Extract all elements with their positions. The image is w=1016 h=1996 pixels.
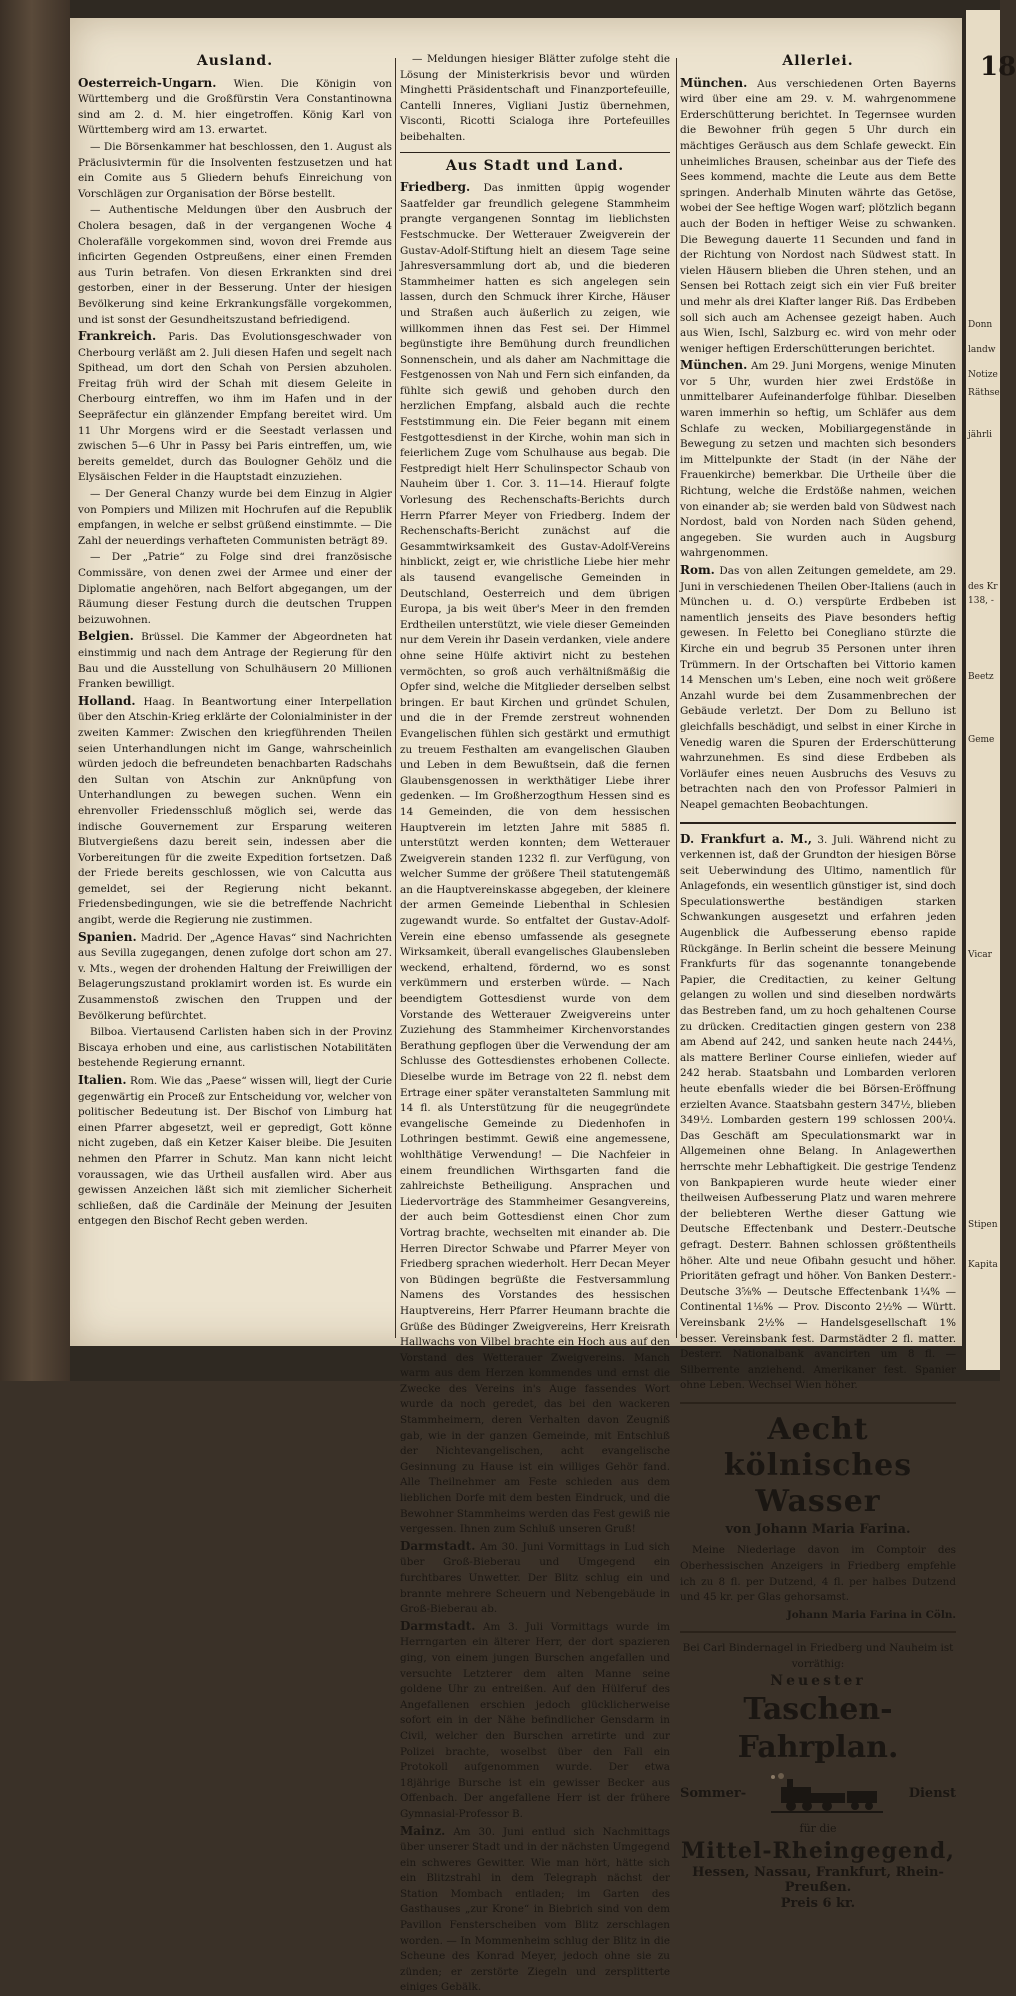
article-muenchen-1: [680, 76, 956, 358]
article-text: Das von allen Zeitungen gemeldete, am 29. Juni in verschiedenen Theilen Ober-Italiens (auch in München u. d. O.) verspürte Erdbeben ist namentlich jenseits des Piave besonders heftig gewesen. In Feletto bei Conegliano stürzte die Kirche ein und begrub 35 Personen unter ihren Trümmern. In der Ortschaften bei Vittorio kamen 14 Menschen um's Leben, eine noch weit größere Anzahl wurde bei dem Zusammenbrechen der Gebäude verletzt. Der Dom zu Belluno ist gleichfalls beschädigt, und selbst in einer Kirche in Venedig waren die Spuren der Erderschütterung wahrzunehmen. Es sind diese Erdbeben als Vorläufer eines neuen Ausbruchs des Vesuvs zu betrachten nach den von Professor Palmieri in Neapel gemachten Beobachtungen.: [680, 565, 956, 811]
article-paragraph: — Der General Chanzy wurde bei dem Einzug in Algier von Pompiers und Milizen mit Hochrufen auf die Republik empfangen, in welche er selbst grüßend einstimmte. — Die Zahl der neuerdings verhafteten Communisten beträgt 89.: [78, 487, 392, 549]
article-text: Das inmitten üppig wogender Saatfelder gar freundlich gelegene Stammheim prangte vergangenen Sonntag im lieblichsten Festschmucke. Der Wetterauer Zweigverein der Gustav-Adolf-Stiftung hielt an diesem Tage seine Jahresversammlung dort ab, und die biederen Stammheimer hatten es sich angelegen sein lassen, durch den Schmuck ihrer Kirche, Häuser und Straßen auch äußerlich zu zeigen, wie willkommen ihnen das Fest sei. Der Himmel begünstigte ihre Bemühung durch freundlichen Sonnenschein, und als daher am Nachmittage die Festgenossen von Nah und Fern sich einfanden, da fühlte sich gewiß und gehoben durch den herzlichen Empfang, alsbald auch die rechte Feststimmung ein. Die Feier begann mit einem Festgottesdienst in der Kirche, wohin man sich in feierlichem Zuge vom Schulhause aus begab. Die Festpredigt hielt Herr Schulinspector Schaub von Nauheim über 1. Cor. 3. 11—14. Hierauf folgte Vorlesung des Rechenschafts-Berichts durch Herrn Pfarrer Meyer von Friedberg. Indem der Rechenschafts-Bericht zunächst auf die Gesammtwirksamkeit des Gustav-Adolf-Vereins hinblickt, zeigt er, wie christliche Liebe hier mehr als tausend evangelische Gemeinden in Deutschland, Oesterreich und dem übrigen Europa, ja bis weit über's Meer in den fremden Erdtheilen unterstützt, wie viele dieser Gemeinden nur dem Verein ihr Dasein verdanken, viele andere ohne seine Hülfe aktivirt nicht zu bestehen vermöchten, so groß auch verhältnißmäßig die Opfer sind, welche die Mitglieder derselben selbst bringen. Er baut Kirchen und gründet Schulen, und die in der Fremde zerstreut wohnenden Evangelischen fühlen sich gestärkt und ermuthigt zu treuem Festhalten am evangelischen Glauben und Leben in dem Bewußtsein, daß die fernen Glaubensgenossen in werkthätiger Liebe ihrer gedenken. — Im Großherzogthum Hessen sind es 14 Gemeinden, die von dem hessischen Hauptverein im letzten Jahre mit 5885 fl. unterstützt werden konnten; dem Wetterauer Zweigverein standen 1232 fl. zur Verfügung, von welcher Summe der größere Theil statutengemäß an die Hauptvereinskasse abgegeben, der kleinere der armen Gemeinde Liebenthal in Schlesien zugewandt wurde. So entfaltet der Gustav-Adolf-Verein eine ebenso umfassende als gesegnete Wirksamkeit, überall evangelisches Glaubensleben weckend, erhaltend, fördernd, wo es sonst verkümmern und ersterben würde. — Nach beendigtem Gottesdienst wurde von dem Vorstande des Wetterauer Zweigvereins unter Zuziehung des Stammheimer Kirchenvorstandes Berathung gepflogen über die Verwendung der am Schlusse des Gottesdienstes erhobenen Collecte. Dieselbe wurde im Betrage von 22 fl. nebst dem Ertrage einer später veranstalteten Sammlung mit 14 fl. als Unterstützung für die neugegründete evangelische Gemeinde zu Diedenhofen in Lothringen bestimmt. Gewiß eine angemessene, wohlthätige Verwendung! — Die Nachfeier in einem freundlichen Wirthsgarten fand die zahlreichste Betheiligung. Ansprachen und Liedervorträge des Stammheimer Gesangvereins, der auch beim Gottesdienst einen Chor zum Vortrag brachte, wechselten mit einander ab. Die Herren Director Schwabe und Pfarrer Meyer von Friedberg sprachen wiederholt. Herr Decan Meyer von Büdingen begrüßte die Festversammlung Namens des Vorstandes des hessischen Hauptvereins, Herr Pfarrer Heumann brachte die Grüße des Büdinger Zweigvereins, Herr Kreisrath Hallwachs von Vilbel brachte ein Hoch aus auf den Vorstand des Wetterauer Zweigvereins. Manch warm aus dem Herzen kommendes und ernst die Zwecke des Vereins in's Auge fassendes Wort wurde da noch geredet, das bei den wackeren Stammheimern, deren Verhalten davon Zeugniß gab, wie in der ganzen Gemeinde, mit Entschluß der Nichtevangelischen, acht evangelische Gesinnung zu Hause ist ein williges Gehör fand. Alle Theilnehmer am Feste schieden aus dem lieblichen Dorfe mit dem besten Eindruck, und die Bewohner Stammheims werden das Fest gewiß nie vergessen. Ihnen zum Schluß unseren Gruß!: [400, 182, 670, 1535]
article-spain: [78, 930, 392, 1025]
divider: [680, 1631, 956, 1633]
adjacent-fragment: jährli: [968, 430, 1002, 441]
ad-kicker: Neuester: [680, 1674, 956, 1690]
country-heading: Italien.: [78, 1073, 127, 1087]
article-text: Madrid. Der „Agence Havas“ sind Nachrichten aus Sevilla zugegangen, denen zufolge dort schon am 27. v. Mts., wegen der drohenden Haltung der Freiwilligen der Belagerungszustand proklamirt worden ist. Es wurde ein Zusammenstoß zwischen den Truppen und der Bevölkerung befürchtet.: [78, 932, 392, 1022]
ad-headline: Taschen-Fahrplan.: [680, 1691, 956, 1767]
adjacent-fragment: Vicar: [968, 950, 1002, 961]
divider: [680, 822, 956, 824]
article-text: Am 3. Juli Vormittags wurde im Herrngarten ein älterer Herr, der dort spazieren ging, von einem jungen Burschen angefallen und versuchte Letzterer dem alten Manne seine goldene Uhr zu entreißen. Auf den Hülferuf des Angefallenen erschien jedoch glücklicherweise sofort ein in der Nähe befindlicher Gensdarm in Civil, welcher den Burschen arretirte und zur Polizei brachte, woselbst über den Fall ein Protokoll aufgenommen wurde. Der etwa 18jährige Bursche ist ein gewisser Becker aus Offenbach. Der angefallene Herr ist der frühere Gymnasial-Professor B.: [400, 1621, 670, 1820]
advertisement-koelnisch-wasser: [680, 1412, 956, 1624]
article-paragraph: — Die Börsenkammer hat beschlossen, den 1. August als Präclusivtermin für die Insolventen festzusetzen und hat ein Comite aus 5 Gliedern behufs Einreichung von Vorschlägen zur Organisation der Börse bestellt.: [78, 140, 392, 202]
place-heading: Rom.: [680, 563, 715, 577]
place-heading: München.: [680, 76, 747, 90]
article-text: Am 29. Juni Morgens, wenige Minuten vor 5 Uhr, wurden hier zwei Erdstöße in unmittelbarer Aufeinanderfolge fühlbar. Dieselben waren immerhin so heftig, um Schläfer aus dem Schlafe zu wecken, Mobiliargegenstände in Bewegung zu setzen und machten sich besonders im Mittelpunkte der Stadt (in der Nähe der Frauenkirche) bemerkbar. Die Urtheile über die Richtung, welche die Erdstöße nahmen, weichen von einander ab; sie werden bald von Südwest nach Nordost, bald von Norden nach Süden gehend, angegeben. Sie wurden auch in Augsburg wahrgenommen.: [680, 360, 956, 559]
article-text: Aus verschiedenen Orten Bayerns wird über eine am 29. v. M. wahrgenommene Erderschütterung berichtet. In Tegernsee wurden die Bewohner früh gegen 5 Uhr durch ein mächtiges Geräusch aus dem Schlafe geweckt. Ein unheimliches Brausen, scheinbar aus der Tiefe des Sees kommend, machte die Leute aus dem Bette springen. Anderhalb Minuten währte das Getöse, wobei der See heftige Wogen warf; plötzlich begann auch der Boden in heftiger Weise zu schwanken. Die Bewegung dauerte 11 Secunden und fand in der Richtung von Nordost nach Südwest statt. In vielen Häusern blieben die Uhren stehen, und an Sensen bei Rottach zeigt sich ein vier Fuß breiter und mehr als drei Klafter langer Riß. Das Erdbeben soll sich auch am Achensee gezeigt haben. Auch aus Wien, Ischl, Salzburg ec. wird von mehr oder weniger heftigen Erderschütterungen berichtet.: [680, 78, 956, 355]
place-heading: D. Frankfurt a. M.,: [680, 832, 812, 846]
adjacent-fragment: Donn: [968, 320, 1002, 331]
adjacent-fragment: Notize: [968, 370, 1002, 381]
column-rule: [676, 58, 677, 1338]
article-paragraph: — Meldungen hiesiger Blätter zufolge steht die Lösung der Ministerkrisis bevor und würden Minghetti Präsidentschaft und Finanzportefeuille, Cantelli Inneres, Vigliani Justiz übernehmen, Visconti, Ricotti Scialoga ihre Portefeuilles beibehalten.: [400, 52, 670, 146]
article-belgium: [78, 629, 392, 692]
country-heading: Belgien.: [78, 629, 134, 643]
ad-price: Preis 6 kr.: [680, 1896, 956, 1912]
section-title-allerlei: Allerlei.: [680, 54, 956, 70]
article-darmstadt-2: [400, 1619, 670, 1823]
adjacent-fragment: Räthse: [968, 388, 1002, 399]
ad-body: Meine Niederlage davon im Comptoir des Oberhessischen Anzeigers in Friedberg empfehle ich zu 8 fl. per Dutzend, 4 fl. per halbes Dutzend und 45 kr. per Glas gehorsamst.: [680, 1543, 956, 1605]
article-text: Rom. Wie das „Paese“ wissen will, liegt der Curie gegenwärtig ein Proceß zur Entscheidung vor, welcher von politischer Bedeutung ist. Der Bischof von Limburg hat einen Pfarrer abgesetzt, weil er gepredigt, Gott könne nicht zugeben, daß ein Ketzer Kaiser bleibe. Die Jesuiten nehmen den Pfarrer in Schutz. Man kann nicht leicht voraussagen, wie das Urtheil ausfallen wird. Aber aus gewissen Anzeichen läßt sich mit ziemlicher Sicherheit schließen, daß die Cardinäle der Meinung der Jesuiten entgegen den Bischof Recht geben werden.: [78, 1075, 392, 1227]
ad-sommer-label: Sommer-: [680, 1786, 746, 1802]
ad-places: Hessen, Nassau, Frankfurt, Rhein-Preußen.: [680, 1865, 956, 1896]
article-muenchen-2: [680, 358, 956, 562]
adjacent-fragment: des Kr: [968, 582, 1002, 593]
article-friedberg: [400, 180, 670, 1538]
adjacent-fragment: landw: [968, 345, 1002, 356]
article-austria: [78, 76, 392, 139]
adjacent-fragment: Beetz: [968, 672, 1002, 683]
country-heading: Spanien.: [78, 930, 137, 944]
column-rule: [395, 58, 396, 1338]
column-stadt-land: [400, 52, 670, 1342]
column-allerlei: [680, 52, 956, 1342]
article-text: Haag. In Beantwortung einer Interpellation über den Atschin-Krieg erklärte der Colonialminister in der zweiten Kammer: Zwischen den kriegführenden Theilen seien Unterhandlungen nicht im Gange, wahrscheinlich würden jedoch die befreundeten benachbarten Radschahs den Sultan von Atschin zur Anknüpfung von Unterhandlungen zu bewegen suchen. Wenn ein ehrenvoller Friedensschluß möglich sei, werde das indische Gouvernement zur Ersparung weiteren Blutvergießens dazu bereit sein, indessen aber die Vorbereitungen für die zweite Expedition fortsetzen. Daß der Friede bereits geschlossen, wie von Calcutta aus gemeldet, sei der Regierung nicht bekannt. Friedensbedingungen, wie sie die betreffende Nachricht angibt, werde die Regierung nie zustimmen.: [78, 696, 392, 926]
ad-fur: für die: [680, 1821, 956, 1837]
article-text: Wien. Die Königin von Württemberg und die Großfürstin Vera Constantinowna sind am 2. d. M. hier eingetroffen. König Karl von Württemberg wird am 13. erwartet.: [78, 78, 392, 137]
article-text: 3. Juli. Während nicht zu verkennen ist, daß der Grundton der hiesigen Börse seit Ueberwindung des Ultimo, namentlich für Anlagefonds, ein wesentlich günstiger ist, sind doch Speculationswerthe beständigen starken Schwankungen ausgesetzt und erfahren jeden Augenblick die Aufbesserung ebenso rapide Rückgänge. In Berlin scheint die bessere Meinung Frankfurts für das sogenannte tonangebende Papier, die Creditactien, zu keiner Geltung gelangen zu wollen und sind dieselben nordwärts das Bestreben fand, um zu hoch gehaltenen Course zu drücken. Creditactien gingen gestern von 238 am Abend auf 242, und sanken heute nach 244⅓, als mattere Berliner Course einliefen, wieder auf 242 herab. Staatsbahn und Lombarden verloren heute ebenfalls wieder die bei Börsen-Eröffnung erzielten Avance. Staatsbahn gestern 347½, blieben 349½. Lombarden gestern 199 schlossen 200¼. Das Geschäft am Speculationsmarkt war in Allgemeinen ohne Belang. In Anlagewerthen herrschte mehr Lebhaftigkeit. Die gestrige Tendenz von Bankpapieren wurde heute wieder einer theilweisen Aufbesserung Platz und waren mehrere der beliebteren Werthe dieser Gattung wie Deutsche Effectenbank und Desterr.-Deutsche gefragt. Desterr. Bahnen schlossen größtentheils höher. Alte und neue Ofibahn gesucht und höher. Prioritäten gefragt und höher. Von Banken Desterr.-Deutsche 3⅝% — Deutsche Effectenbank 1¼% — Continental 1⅛% — Prov. Disconto 2½% — Württ. Vereinsbank 2½% — Handelsgesellschaft 1% besser. Vereinsbank fest. Darmstädter 2 fl. matter. Desterr. Nationalbank avancirten um 8 fl. — Silberrente anziehend. Amerikaner fest. Spanier ohne Leben. Wechsel Wien höher.: [680, 834, 956, 1392]
adjacent-fragment: 138, -: [968, 596, 1002, 607]
divider: [400, 152, 670, 153]
page-number: 18: [980, 52, 1016, 82]
adjacent-page-strip: [966, 10, 1000, 1370]
adjacent-fragment: Kapita: [968, 1260, 1002, 1271]
country-heading: Oesterreich-Ungarn.: [78, 76, 216, 90]
place-heading: Darmstadt.: [400, 1539, 475, 1553]
article-text: Paris. Das Evolutionsgeschwader von Cherbourg verläßt am 2. Juli diesen Hafen und segelt nach Spithead, um dort den Schah von Persien abzuholen. Freitag früh wird der Schah mit diesem Geleite in Cherbourg eintreffen, wo ihm im Hafen und in der Seepräfectur ein glänzender Empfang bereitet wird. Um 11 Uhr Morgens wird er die Seestadt verlassen und zwischen 5—6 Uhr in Passy bei Paris eintreffen, um, wie bereits gemeldet, durch das Boulogner Gehölz und die Elysäischen Felder in die Hauptstadt einzuziehen.: [78, 331, 392, 483]
place-heading: Mainz.: [400, 1824, 445, 1838]
article-mainz: [400, 1824, 670, 1996]
article-darmstadt-1: [400, 1539, 670, 1618]
locomotive-icon: [767, 1773, 887, 1815]
ad-subheadline: von Johann Maria Farina.: [680, 1522, 956, 1538]
article-paragraph: — Authentische Meldungen über den Ausbruch der Cholera besagen, daß in der vergangenen Woche 4 Cholerafälle vorgekommen sind, wovon drei Fremde aus inficirten Gegenden Ostpreußens, einer einen Fremden aus Turin betrafen. Von diesen Erkrankten sind drei gestorben, einer in der Besserung. Unter der hiesigen Bevölkerung sind keine Erkrankungsfälle vorgekommen, und ist sonst der Gesundheitszustand befriedigend.: [78, 203, 392, 328]
country-heading: Holland.: [78, 694, 136, 708]
place-heading: Friedberg.: [400, 180, 470, 194]
ad-train-row: [680, 1773, 956, 1815]
article-rom: [680, 563, 956, 814]
country-heading: Frankreich.: [78, 329, 156, 343]
ad-headline: Aecht kölnisches Wasser: [680, 1412, 956, 1520]
book-spine: [0, 0, 70, 1381]
adjacent-fragment: Stipen: [968, 1220, 1002, 1231]
article-paragraph: Bilboa. Viertausend Carlisten haben sich in der Provinz Biscaya erhoben und eine, aus carlistischen Notabilitäten bestehende Regierung ernannt.: [78, 1025, 392, 1072]
column-ausland: [78, 52, 392, 1342]
newspaper-page: [70, 18, 962, 1346]
place-heading: Darmstadt.: [400, 1619, 475, 1633]
divider: [680, 1402, 956, 1404]
ad-region: Mittel-Rheingegend,: [680, 1837, 956, 1865]
article-text: Am 30. Juni Vormittags in Lud sich über Groß-Bieberau und Umgegend ein furchtbares Unwetter. Der Blitz schlug ein und brannte mehrere Scheuern und Nebengebäude in Groß-Bieberau ab.: [400, 1541, 670, 1615]
article-text: Brüssel. Die Kammer der Abgeordneten hat einstimmig und nach dem Antrage der Regierung für den Bau und die Ausstellung von Schulhäusern 20 Millionen Franken bewilligt.: [78, 631, 392, 690]
article-paragraph: — Der „Patrie“ zu Folge sind drei französische Commissäre, von denen zwei der Armee und einer der Diplomatie angehören, nach Belfort abgegangen, um der Räumung dieser Festung durch die deutschen Truppen beizuwohnen.: [78, 550, 392, 628]
advertisement-fahrplan: [680, 1641, 956, 1911]
adjacent-fragment: Geme: [968, 735, 1002, 746]
section-title-stadt-land: Aus Stadt und Land.: [400, 159, 670, 175]
article-text: Am 30. Juni entlud sich Nachmittags über unserer Stadt und in der nächsten Umgegend ein schweres Gewitter. Wie man hört, hätte sich ein Blitzstrahl in dem Telegraph nächst der Station Mombach entladen; im Garten des Gasthauses „zur Krone“ in Biebrich sind von dem Pavillon Fensterscheiben vom Blitz zerschlagen worden. — In Mommenheim schlug der Blitz in die Scheune des Konrad Meyer, jedoch ohne sie zu zünden; er zerstörte Ziegeln und zersplitterte einiges Gebälk.: [400, 1826, 670, 1994]
article-france: [78, 329, 392, 486]
ad-intro: Bei Carl Bindernagel in Friedberg und Nauheim ist vorräthig:: [680, 1641, 956, 1672]
section-title-ausland: Ausland.: [78, 54, 392, 70]
article-holland: [78, 694, 392, 929]
ad-signature: Johann Maria Farina in Cöln.: [680, 1608, 956, 1624]
article-italy: [78, 1073, 392, 1230]
ad-dienst-label: Dienst: [909, 1786, 956, 1802]
place-heading: München.: [680, 358, 747, 372]
article-frankfurt-market: [680, 832, 956, 1394]
